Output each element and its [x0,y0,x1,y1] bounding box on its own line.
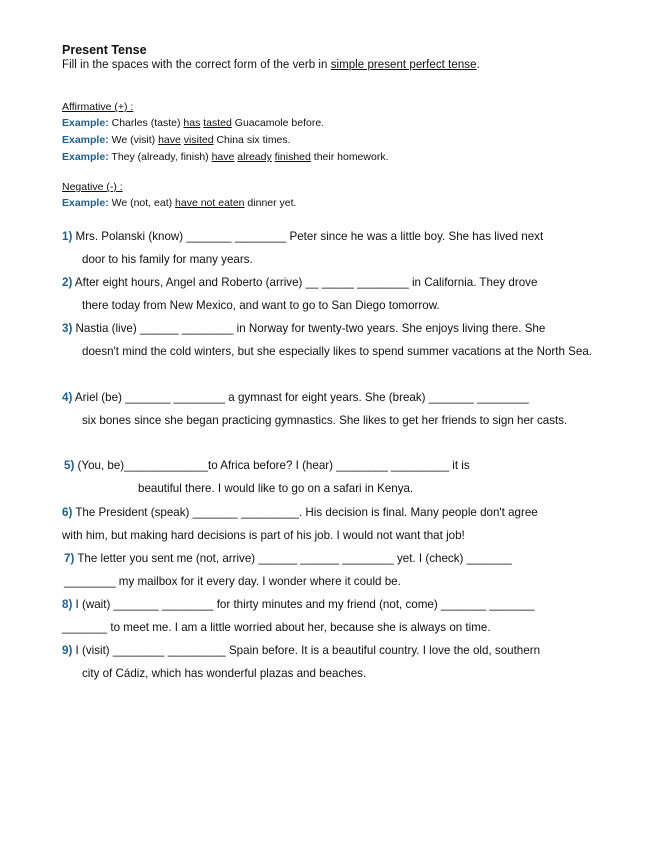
affirmative-example-2: Example: We (visit) have visited China six times. [62,134,291,146]
question-1: 1) Mrs. Polanski (know) _______ ________ Peter since he was a little boy. She has lived next door to his family for many years. [62,230,544,266]
negative-example: Example: We (not, eat) have not eaten dinner yet. [62,197,297,209]
instructions-tense: simple present perfect tense [330,59,477,71]
instructions-text: Fill in the spaces with the correct form of the verb in [62,59,331,71]
question-3: 3) Nastia (live) ______ ________ in Norway for twenty-two years. She enjoys living there. She doesn't mind the cold winters, but she especially likes to spend summer vacations at the North Sea. [62,322,593,358]
negative-label: Negative (-) : [62,181,123,193]
instructions [62,59,480,71]
question-5: 5) (You, be)_____________to Africa before? I (hear) ________ _________ it is beautiful there. I would like to go on a safari in Kenya. [64,459,470,495]
question-2: 2) After eight hours, Angel and Roberto (arrive) __ _____ ________ in California. They drove there today from New Mexico, and want to go to San Diego tomorrow. [62,276,538,312]
question-9: 9) I (visit) ________ _________ Spain before. It is a beautiful country. I love the old, southern city of Cádiz, which has wonderful plazas and beaches. [62,644,541,680]
question-8: 8) I (wait) _______ ________ for thirty minutes and my friend (not, come) _______ _______ _______ to meet me. I am a little worried about her, because she is always on time. [62,598,535,634]
question-4: 4) Ariel (be) _______ ________ a gymnast for eight years. She (break) _______ ________ six bones since she began practicing gymnastics. She likes to get her friends to sign her casts. [62,391,568,427]
question-6: 6) The President (speak) _______ _________. His decision is final. Many people don't agree with him, but making hard decisions is part of his job. I would not want that job! [62,506,538,542]
affirmative-example-1: Example: Charles (taste) has tasted Guacamole before. [62,117,325,129]
affirmative-example-3: Example: They (already, finish) have already finished their homework. [62,151,389,163]
affirmative-label: Affirmative (+) : [62,101,134,113]
question-7: 7) The letter you sent me (not, arrive) ______ ______ ________ yet. I (check) _______ ________ my mailbox for it every day. I wonder where it could be. [64,552,512,588]
page-title: Present Tense [62,43,147,57]
instructions-end: . [476,59,480,71]
